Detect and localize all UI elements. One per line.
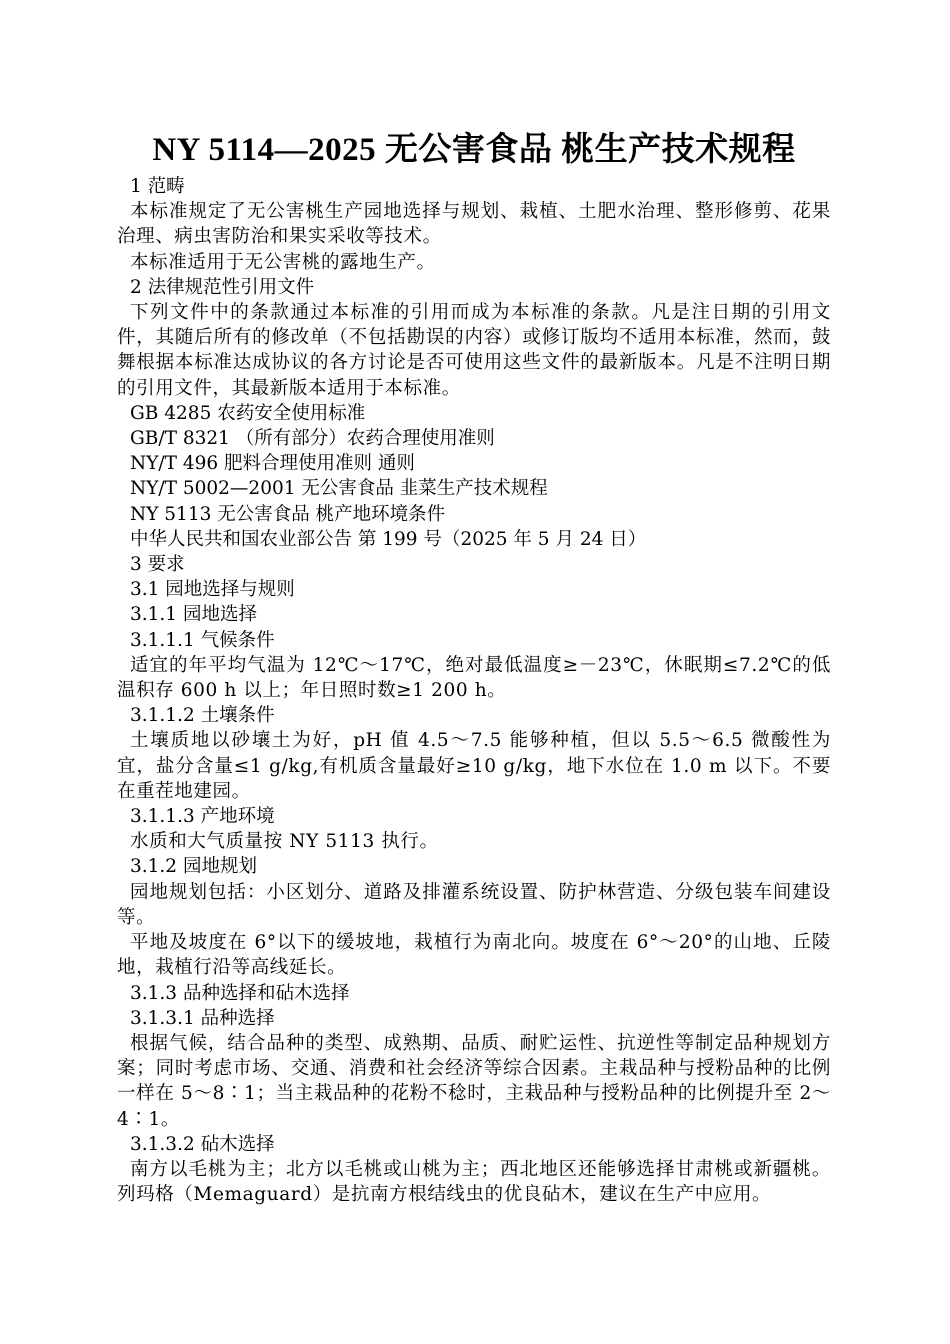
section-heading-3-1-1-1: 3.1.1.1 气候条件 (130, 629, 275, 651)
paragraph-variety: 根据气候，结合品种的类型、成熟期、品质、耐贮运性、抗逆性等制定品种规划方案；同时考虑市场、交通、消费和社会经济等综合因素。主栽品种与授粉品种的比例一样在 5～8∶1；当主栽品种的花粉不稔时，主栽品种与授粉品种的比例提升至 2～4∶1。 (117, 1032, 831, 1130)
section-heading-1: 1 范畴 (130, 176, 185, 197)
reference-item: 中华人民共和国农业部公告 第 199 号（2025 年 5 月 24 日） (130, 528, 647, 550)
section-heading-3-1-1-2: 3.1.1.2 土壤条件 (130, 705, 275, 727)
paragraph-climate: 适宜的年平均气温为 12℃～17℃，绝对最低温度≥－23℃，休眠期≤7.2℃的低温积存 600 h 以上；年日照时数≥1 200 h。 (117, 654, 831, 702)
reference-item: GB 4285 农药安全使用标准 (130, 402, 366, 424)
paragraph-rootstock: 南方以毛桃为主；北方以毛桃或山桃为主；西北地区还能够选择甘肃桃或新疆桃。列玛格（Memaguard）是抗南方根结线虫的优良砧木，建议在生产中应用。 (117, 1158, 831, 1206)
section-heading-3-1-1-3: 3.1.1.3 产地环境 (130, 806, 275, 828)
section-heading-3-1-3-2: 3.1.3.2 砧木选择 (130, 1133, 275, 1155)
reference-item: NY 5113 无公害食品 桃产地环境条件 (130, 503, 446, 525)
reference-item: GB/T 8321 （所有部分）农药合理使用准则 (130, 428, 495, 450)
section-heading-3-1-3: 3.1.3 品种选择和砧木选择 (130, 982, 350, 1004)
paragraph-normative-refs: 下列文件中的条款通过本标准的引用而成为本标准的条款。凡是注日期的引用文件，其随后所有的修改单（不包括勘误的内容）或修订版均不适用本标准，然而，鼓舞根据本标准达成协议的各方讨论是否可使用这些文件的最新版本。凡是不注明日期的引用文件，其最新版本适用于本标准。 (117, 302, 831, 399)
reference-item: NY/T 5002—2001 无公害食品 韭菜生产技术规程 (130, 478, 548, 500)
section-heading-2: 2 法律规范性引用文件 (130, 276, 315, 298)
section-heading-3: 3 要求 (130, 554, 185, 576)
paragraph-planning-1: 园地规划包括：小区划分、道路及排灌系统设置、防护林营造、分级包装车间建设等。 (117, 881, 831, 928)
document-page (117, 128, 831, 1207)
paragraph-planning-2: 平地及坡度在 6°以下的缓坡地，栽植行为南北向。坡度在 6°～20°的山地、丘陵地，栽植行沿等高线延长。 (117, 932, 831, 979)
paragraph-scope-1: 本标准规定了无公害桃生产园地选择与规划、栽植、土肥水治理、整形修剪、花果治理、病虫害防治和果实采收等技术。 (117, 201, 831, 248)
reference-item: NY/T 496 肥料合理使用准则 通则 (130, 453, 415, 475)
paragraph-scope-2: 本标准适用于无公害桃的露地生产。 (130, 251, 436, 273)
section-heading-3-1: 3.1 园地选择与规则 (130, 579, 295, 601)
document-title: NY 5114—2025 无公害食品 桃生产技术规程 (152, 132, 796, 168)
section-heading-3-1-1: 3.1.1 园地选择 (130, 604, 257, 626)
section-heading-3-1-2: 3.1.2 园地规划 (130, 856, 257, 878)
paragraph-environment: 水质和大气质量按 NY 5113 执行。 (130, 831, 439, 853)
paragraph-soil: 土壤质地以砂壤土为好，pH 值 4.5～7.5 能够种植，但以 5.5～6.5 微酸性为宜，盐分含量≤1 g/kg,有机质含量最好≥10 g/kg，地下水位在 1.0 m 以下。不要在重茬地建园。 (117, 730, 831, 802)
section-heading-3-1-3-1: 3.1.3.1 品种选择 (130, 1007, 275, 1029)
